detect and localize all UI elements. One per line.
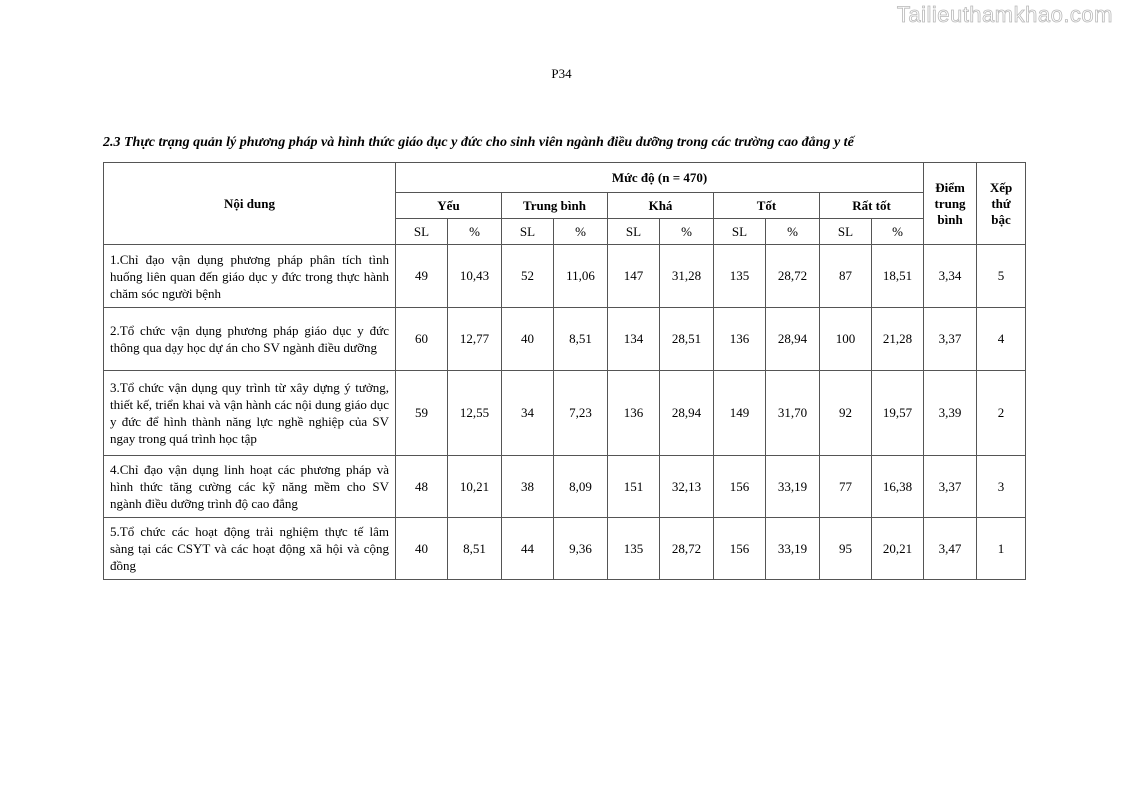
sl-header: SL [396, 219, 448, 245]
cell-value: 40 [396, 518, 448, 580]
row-rank: 4 [977, 308, 1026, 371]
cell-value: 135 [608, 518, 660, 580]
cell-value: 156 [714, 456, 766, 518]
cell-value: 10,21 [448, 456, 502, 518]
cell-value: 12,55 [448, 371, 502, 456]
cell-value: 95 [820, 518, 872, 580]
level-trung-binh-header: Trung bình [502, 193, 608, 219]
row-content: 5.Tổ chức các hoạt động trải nghiệm thực tế lâm sàng tại các CSYT và các hoạt động xã hội và cộng đồng [104, 518, 396, 580]
cell-value: 149 [714, 371, 766, 456]
cell-value: 32,13 [660, 456, 714, 518]
cell-value: 28,72 [660, 518, 714, 580]
page-number: P34 [551, 66, 572, 81]
cell-value: 28,94 [766, 308, 820, 371]
sl-header: SL [608, 219, 660, 245]
cell-value: 100 [820, 308, 872, 371]
sl-header: SL [502, 219, 554, 245]
row-rank: 1 [977, 518, 1026, 580]
pct-header: % [448, 219, 502, 245]
cell-value: 8,09 [554, 456, 608, 518]
avg-header: Điểm trung bình [924, 163, 977, 245]
row-avg: 3,34 [924, 245, 977, 308]
cell-value: 33,19 [766, 456, 820, 518]
row-rank: 2 [977, 371, 1026, 456]
cell-value: 60 [396, 308, 448, 371]
cell-value: 49 [396, 245, 448, 308]
level-rat-tot-header: Rất tốt [820, 193, 924, 219]
survey-table [103, 162, 1026, 580]
cell-value: 19,57 [872, 371, 924, 456]
cell-value: 8,51 [448, 518, 502, 580]
cell-value: 12,77 [448, 308, 502, 371]
cell-value: 151 [608, 456, 660, 518]
level-kha-header: Khá [608, 193, 714, 219]
cell-value: 38 [502, 456, 554, 518]
watermark: Tailieuthamkhao.com [896, 2, 1113, 27]
row-content: 2.Tổ chức vận dụng phương pháp giáo dục y đức thông qua dạy học dự án cho SV ngành điều dưỡng [104, 308, 396, 371]
cell-value: 31,70 [766, 371, 820, 456]
table-row [104, 371, 1026, 456]
level-tot-header: Tốt [714, 193, 820, 219]
cell-value: 28,72 [766, 245, 820, 308]
cell-value: 48 [396, 456, 448, 518]
cell-value: 34 [502, 371, 554, 456]
cell-value: 21,28 [872, 308, 924, 371]
cell-value: 134 [608, 308, 660, 371]
sl-header: SL [820, 219, 872, 245]
cell-value: 136 [714, 308, 766, 371]
pct-header: % [872, 219, 924, 245]
sl-header: SL [714, 219, 766, 245]
cell-value: 52 [502, 245, 554, 308]
row-content: 3.Tổ chức vận dụng quy trình từ xây dựng ý tưởng, thiết kế, triển khai và vận hành các nội dung giáo dục y đức để hình thành năng lực nghề nghiệp của SV ngay trong quá trình học tập [104, 371, 396, 456]
pct-header: % [660, 219, 714, 245]
section-title: 2.3 Thực trạng quản lý phương pháp và hình thức giáo dục y đức cho sinh viên ngành điều dưỡng trong các trường cao đẳng y tế [103, 135, 854, 150]
cell-value: 44 [502, 518, 554, 580]
cell-value: 11,06 [554, 245, 608, 308]
row-rank: 3 [977, 456, 1026, 518]
content-header: Nội dung [104, 163, 396, 245]
cell-value: 135 [714, 245, 766, 308]
cell-value: 59 [396, 371, 448, 456]
table-row [104, 518, 1026, 580]
cell-value: 28,94 [660, 371, 714, 456]
table-row [104, 308, 1026, 371]
cell-value: 16,38 [872, 456, 924, 518]
cell-value: 147 [608, 245, 660, 308]
row-avg: 3,37 [924, 456, 977, 518]
cell-value: 20,21 [872, 518, 924, 580]
row-avg: 3,37 [924, 308, 977, 371]
table-row [104, 456, 1026, 518]
row-avg: 3,47 [924, 518, 977, 580]
rank-header: Xếp thứ bậc [977, 163, 1026, 245]
row-content: 1.Chỉ đạo vận dụng phương pháp phân tích tình huống liên quan đến giáo dục y đức trong thực hành chăm sóc người bệnh [104, 245, 396, 308]
pct-header: % [766, 219, 820, 245]
cell-value: 77 [820, 456, 872, 518]
row-rank: 5 [977, 245, 1026, 308]
cell-value: 10,43 [448, 245, 502, 308]
row-avg: 3,39 [924, 371, 977, 456]
cell-value: 40 [502, 308, 554, 371]
cell-value: 28,51 [660, 308, 714, 371]
table-row [104, 245, 1026, 308]
cell-value: 92 [820, 371, 872, 456]
cell-value: 87 [820, 245, 872, 308]
pct-header: % [554, 219, 608, 245]
row-content: 4.Chỉ đạo vận dụng linh hoạt các phương pháp và hình thức tăng cường các kỹ năng mềm cho SV ngành điều dưỡng trình độ cao đẳng [104, 456, 396, 518]
cell-value: 7,23 [554, 371, 608, 456]
cell-value: 9,36 [554, 518, 608, 580]
cell-value: 33,19 [766, 518, 820, 580]
cell-value: 136 [608, 371, 660, 456]
level-yeu-header: Yếu [396, 193, 502, 219]
level-header: Mức độ (n = 470) [396, 163, 924, 193]
cell-value: 156 [714, 518, 766, 580]
cell-value: 18,51 [872, 245, 924, 308]
cell-value: 8,51 [554, 308, 608, 371]
cell-value: 31,28 [660, 245, 714, 308]
